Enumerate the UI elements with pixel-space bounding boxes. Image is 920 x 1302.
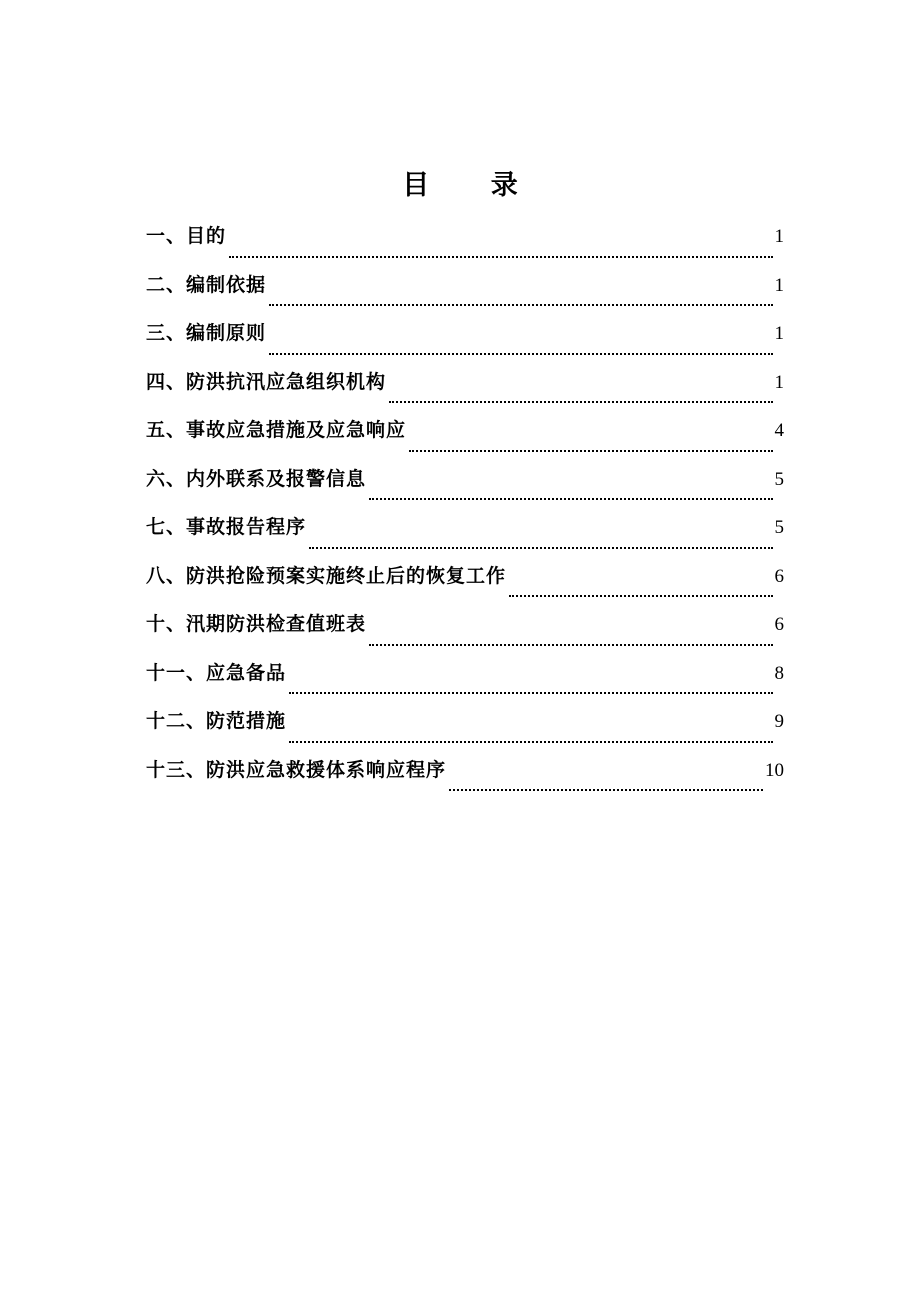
- toc-entry-label: 四、防洪抗汛应急组织机构: [146, 370, 387, 393]
- toc-dot-leader: [409, 450, 772, 452]
- toc-entry[interactable]: [146, 651, 784, 700]
- toc-entry-page: 9: [774, 711, 784, 732]
- toc-title: 目 录: [402, 170, 544, 201]
- toc-entry[interactable]: [146, 602, 784, 651]
- toc-entry-page: 4: [774, 420, 784, 441]
- toc-entry-label: 十二、防范措施: [146, 710, 287, 732]
- toc-entry-page: 5: [774, 468, 784, 490]
- toc-entry[interactable]: [146, 699, 784, 748]
- toc-entry-label: 十一、应急备品: [146, 661, 287, 684]
- toc-dot-leader: [269, 353, 772, 355]
- toc-dot-leader: [309, 547, 772, 549]
- toc-entry-page: 1: [774, 371, 784, 393]
- toc-entry-page: 6: [774, 565, 784, 587]
- toc-entry-label: 十、汛期防洪检查值班表: [146, 613, 367, 635]
- toc-entry[interactable]: [146, 214, 784, 263]
- toc-entry-label: 二、编制依据: [146, 273, 267, 296]
- toc-entry-label: 十三、防洪应急救援体系响应程序: [146, 758, 447, 781]
- toc-entry[interactable]: [146, 505, 784, 554]
- toc-entry[interactable]: [146, 263, 784, 312]
- toc-dot-leader: [369, 644, 772, 646]
- toc-dot-leader: [449, 789, 763, 791]
- toc-entry-page: 1: [774, 323, 784, 344]
- toc-entry-label: 一、目的: [146, 225, 227, 247]
- toc-entry-label: 八、防洪抢险预案实施终止后的恢复工作: [146, 564, 507, 587]
- toc-entry-label: 七、事故报告程序: [146, 516, 307, 538]
- toc-entry[interactable]: [146, 748, 784, 797]
- toc-entry-label: 三、编制原则: [146, 322, 267, 344]
- toc-entry[interactable]: [146, 311, 784, 360]
- toc-entry-page: 10: [765, 759, 784, 781]
- toc-dot-leader: [289, 692, 772, 694]
- toc-dot-leader: [289, 741, 772, 743]
- toc-entry[interactable]: [146, 554, 784, 603]
- toc-entry-label: 六、内外联系及报警信息: [146, 467, 367, 490]
- toc-list: [146, 214, 784, 796]
- toc-entry-page: 6: [774, 614, 784, 635]
- toc-dot-leader: [389, 401, 772, 403]
- toc-dot-leader: [509, 595, 772, 597]
- toc-entry[interactable]: [146, 408, 784, 457]
- toc-entry[interactable]: [146, 457, 784, 506]
- toc-dot-leader: [369, 498, 772, 500]
- toc-entry-label: 五、事故应急措施及应急响应: [146, 419, 407, 441]
- toc-dot-leader: [229, 256, 772, 258]
- toc-entry[interactable]: [146, 360, 784, 409]
- toc-dot-leader: [269, 304, 772, 306]
- toc-entry-page: 1: [774, 226, 784, 247]
- toc-entry-page: 5: [774, 517, 784, 538]
- toc-entry-page: 1: [774, 274, 784, 296]
- toc-entry-page: 8: [774, 662, 784, 684]
